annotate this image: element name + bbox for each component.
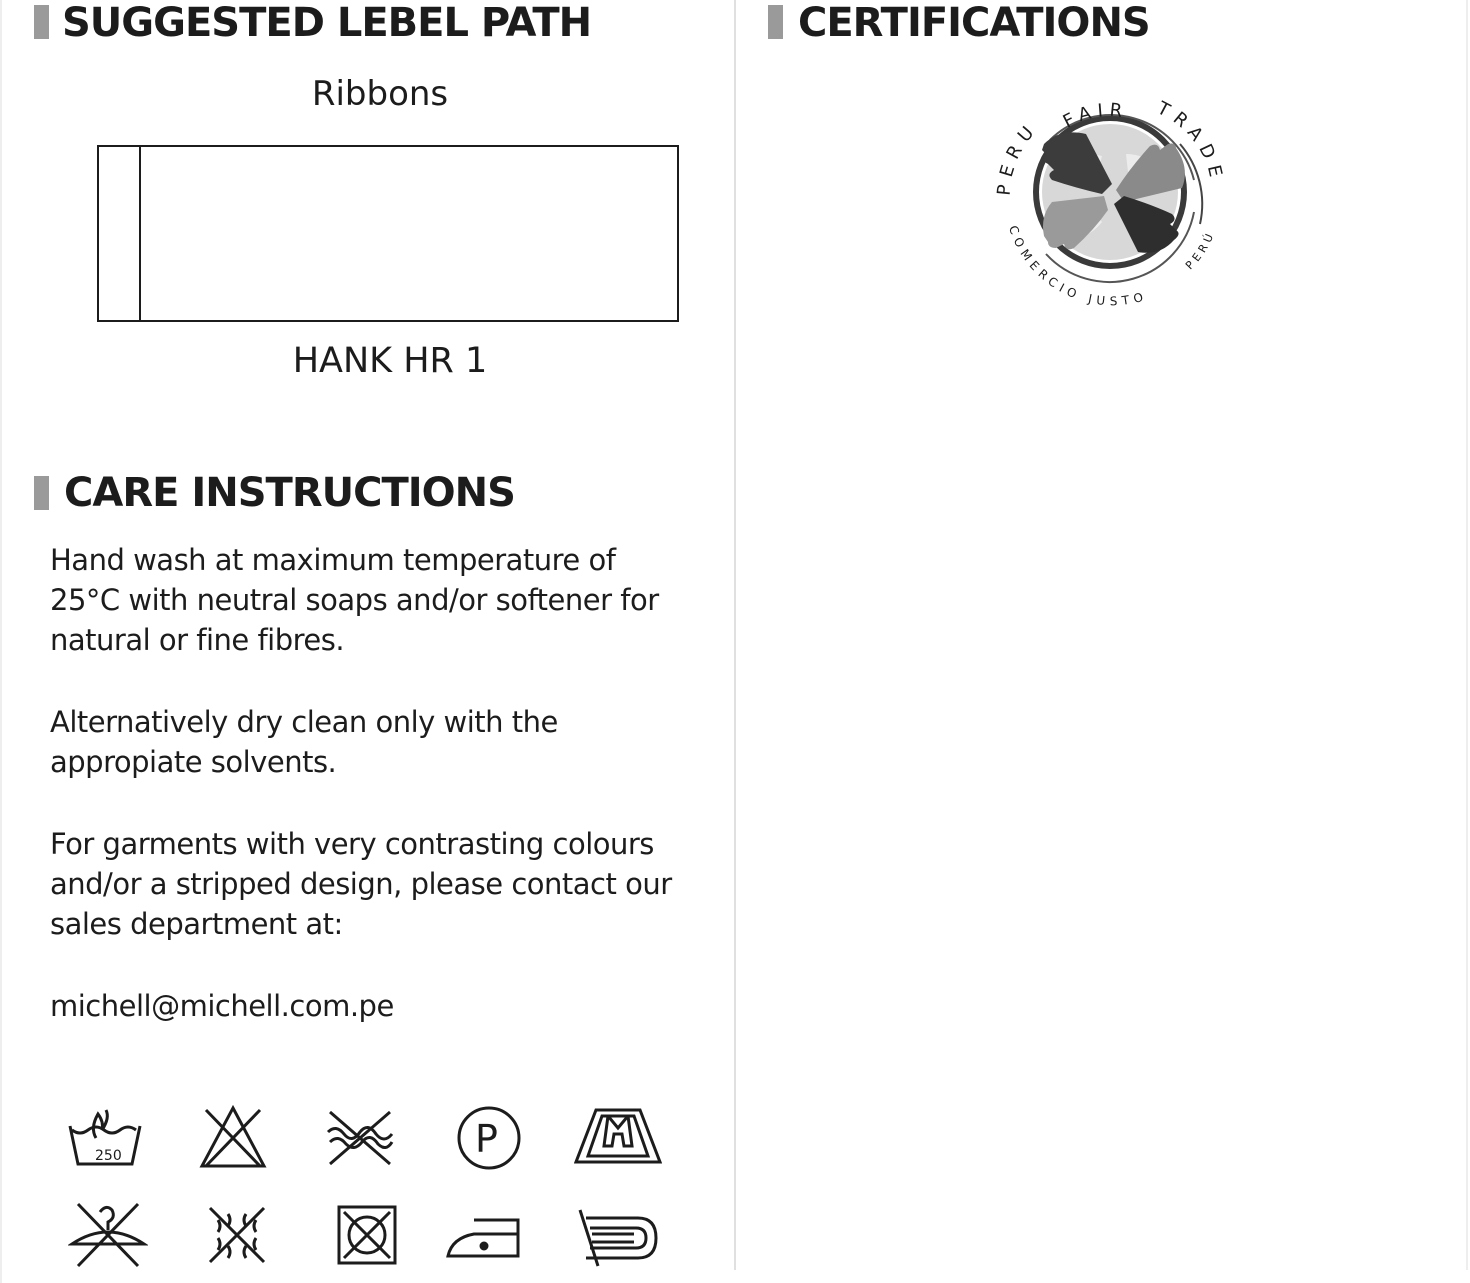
svg-text:COMERCIO JUSTO: COMERCIO JUSTO	[1005, 223, 1150, 309]
svg-text:PERU: PERU	[993, 117, 1043, 197]
label-path-title: SUGGESTED LEBEL PATH	[62, 0, 592, 46]
care-title: CARE INSTRUCTIONS	[64, 470, 515, 516]
svg-text:250: 250	[95, 1148, 122, 1164]
do-not-steam-icon	[204, 1202, 270, 1268]
section-marker	[34, 476, 49, 510]
label-fold-tab	[99, 147, 141, 320]
label-diagram	[97, 145, 679, 322]
hand-wash-icon	[66, 1108, 144, 1170]
care-paragraph: Alternatively dry clean only with the appropiate solvents.	[50, 705, 558, 779]
care-paragraph: Hand wash at maximum temperature of 25°C with neutral soaps and/or softener for natural or fine fibres.	[50, 543, 659, 657]
product-code: HANK HR 1	[292, 341, 488, 381]
dry-in-shade-icon	[576, 1206, 660, 1270]
svg-text:FAIR: FAIR	[1059, 99, 1130, 133]
label-type: Ribbons	[311, 74, 449, 114]
svg-text:TRADE: TRADE	[1153, 97, 1228, 186]
column-divider	[734, 0, 736, 1270]
contact-email: michell@michell.com.pe	[50, 989, 394, 1023]
iron-low-icon	[446, 1212, 522, 1260]
certifications-title: CERTIFICATIONS	[798, 0, 1150, 46]
do-not-bleach-icon	[198, 1104, 268, 1170]
dry-flat-icon	[574, 1106, 662, 1166]
svg-text:PERÚ: PERÚ	[1183, 228, 1218, 273]
section-marker	[34, 5, 49, 39]
do-not-hang-dry-icon	[68, 1200, 148, 1270]
right-divider	[1466, 0, 1468, 1270]
do-not-wring-icon	[324, 1106, 396, 1168]
svg-text:P: P	[475, 1117, 498, 1161]
left-divider	[0, 0, 2, 1283]
do-not-tumble-dry-icon	[336, 1204, 398, 1266]
care-paragraph: For garments with very contrasting colours and/or a stripped design, please contact our sales department at:	[50, 827, 672, 941]
fair-trade-peru-seal	[990, 84, 1230, 314]
section-marker	[768, 5, 783, 39]
dry-clean-p-icon	[456, 1105, 522, 1171]
